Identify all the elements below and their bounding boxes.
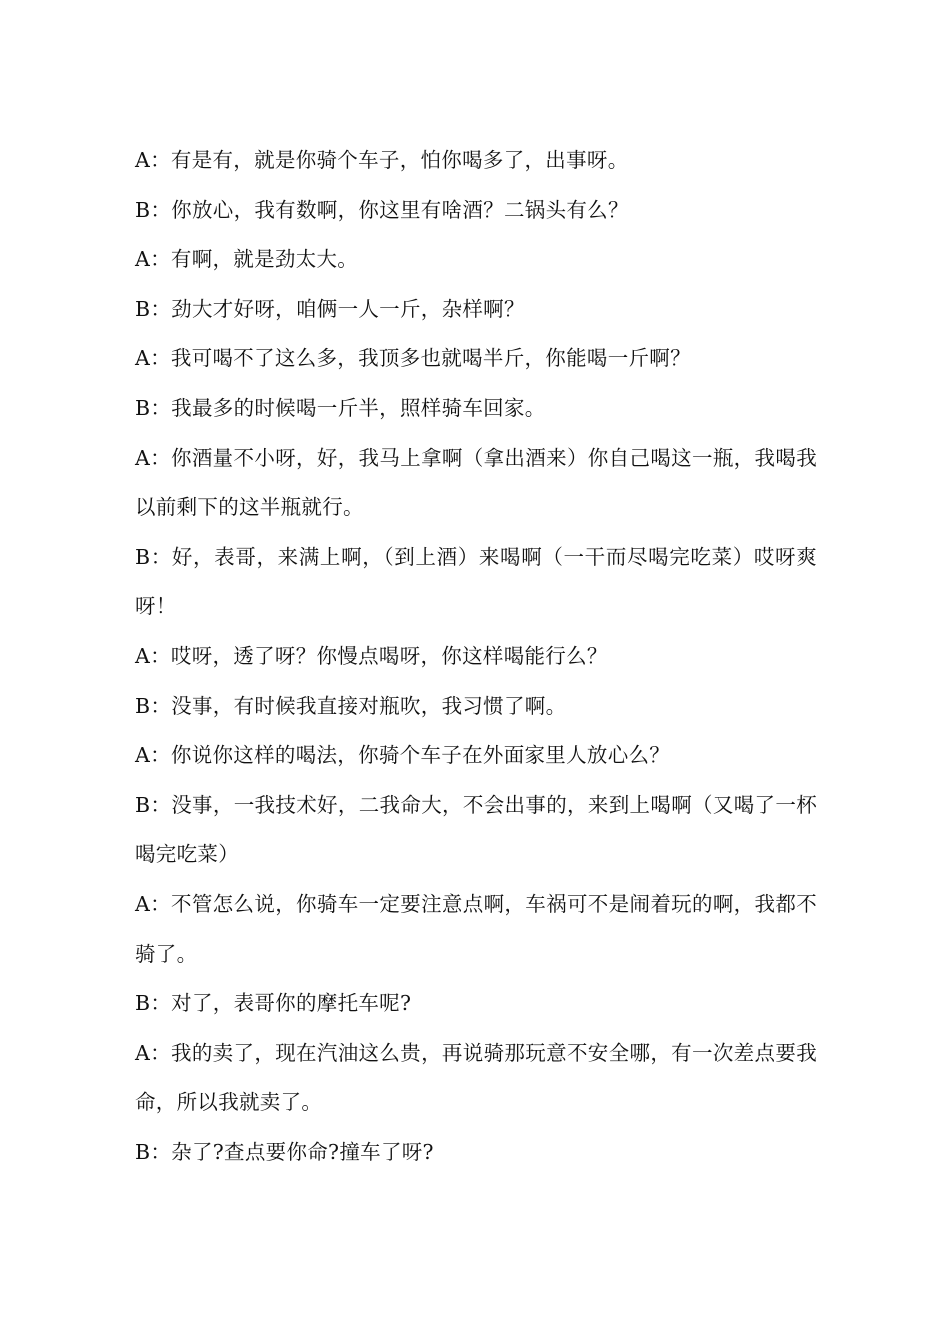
dialogue-line: A：你酒量不小呀，好，我马上拿啊（拿出酒来）你自己喝这一瓶，我喝我以前剩下的这半瓶就行。 (135, 445, 817, 520)
dialogue-line: A：我的卖了，现在汽油这么贵，再说骑那玩意不安全哪，有一次差点要我命，所以我就卖了。 (135, 1040, 817, 1115)
dialogue-line: B：我最多的时候喝一斤半，照样骑车回家。 (135, 395, 546, 420)
dialogue-line: B：杂了?查点要你命?撞车了呀? (135, 1139, 434, 1164)
dialogue-line: B：好，表哥，来满上啊，（到上酒）来喝啊（一干而尽喝完吃菜）哎呀爽呀！ (135, 544, 817, 619)
dialogue-line: B：劲大才好呀，咱俩一人一斤，杂样啊？ (135, 296, 525, 321)
dialogue-line: A：我可喝不了这么多，我顶多也就喝半斤，你能喝一斤啊？ (135, 346, 691, 371)
dialogue-line: B：你放心，我有数啊，你这里有啥酒？二锅头有么？ (135, 197, 629, 222)
dialogue-line: A：有啊，就是劲太大。 (135, 247, 359, 272)
dialogue-line: B：没事，一我技术好，二我命大，不会出事的，来到上喝啊（又喝了一杯喝完吃菜） (135, 792, 817, 867)
dialogue-line: A：有是有，就是你骑个车子，怕你喝多了，出事呀。 (135, 148, 629, 172)
dialogue-line: A：不管怎么说，你骑车一定要注意点啊，车祸可不是闹着玩的啊，我都不骑了。 (135, 891, 817, 966)
dialogue-body (135, 136, 817, 1177)
dialogue-line: B：没事，有时候我直接对瓶吹，我习惯了啊。 (135, 693, 567, 718)
dialogue-line: A：你说你这样的喝法，你骑个车子在外面家里人放心么？ (135, 743, 671, 768)
dialogue-line: A：哎呀，透了呀？你慢点喝呀，你这样喝能行么？ (135, 643, 608, 668)
dialogue-line: B：对了，表哥你的摩托车呢? (135, 991, 412, 1016)
